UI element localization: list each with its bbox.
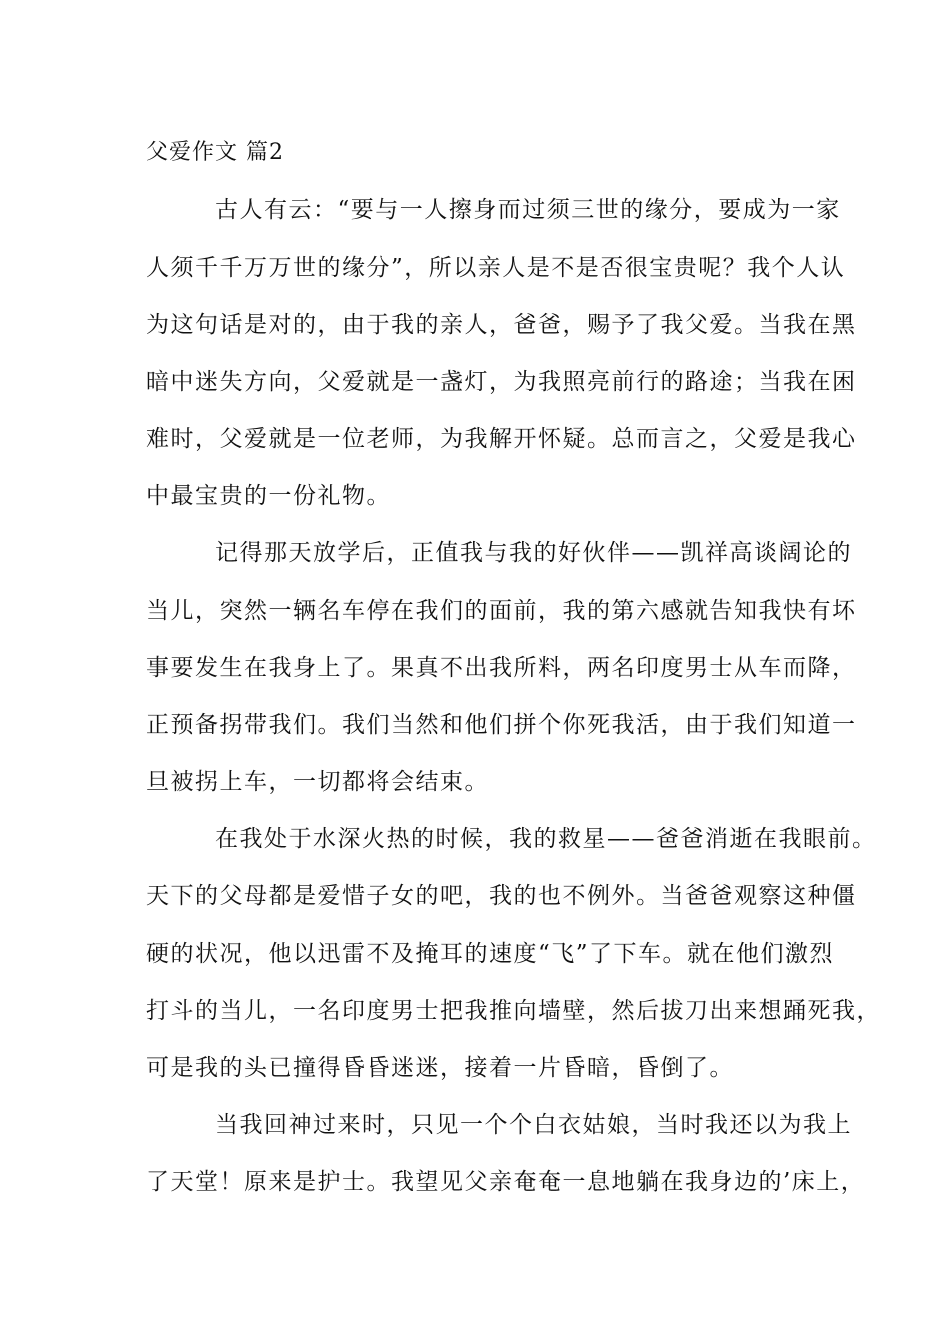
paragraph-line: 正预备拐带我们。我们当然和他们拼个你死我活，由于我们知道一: [146, 712, 857, 738]
paragraph-line: 在我处于水深火热的时候，我的救星——爸爸消逝在我眼前。: [215, 826, 877, 852]
paragraph-line: 中最宝贵的一份礼物。: [146, 483, 391, 509]
paragraph-line: 硬的状况，他以迅雷不及掩耳的速度“飞”了下车。就在他们激烈: [146, 941, 835, 967]
paragraph-line: 旦被拐上车，一切都将会结束。: [146, 769, 489, 795]
paragraph-line: 事要发生在我身上了。果真不出我所料，两名印度男士从车而降，: [146, 655, 857, 681]
paragraph-line: 难时，父爱就是一位老师，为我解开怀疑。总而言之，父爱是我心: [146, 426, 857, 452]
paragraph-line: 记得那天放学后，正值我与我的好伙伴——凯祥高谈阔论的: [215, 540, 852, 566]
paragraph-line: 可是我的头已撞得昏昏迷迷，接着一片昏暗，昏倒了。: [146, 1055, 734, 1081]
paragraph-line: 古人有云：“要与一人擦身而过须三世的缘分，要成为一家: [215, 197, 841, 223]
paragraph-line: 了天堂！原来是护士。我望见父亲奄奄一息地躺在我身边的’床上，: [146, 1169, 866, 1195]
paragraph-line: 打斗的当儿，一名印度男士把我推向墙壁，然后拔刀出来想踊死我，: [146, 998, 881, 1024]
paragraph-line: 当我回神过来时，只见一个个白衣姑娘，当时我还以为我上: [215, 1112, 852, 1138]
paragraph-line: 为这句话是对的，由于我的亲人，爸爸，赐予了我父爱。当我在黑: [146, 312, 857, 338]
paragraph-line: 当儿，突然一辆名车停在我们的面前，我的第六感就告知我快有坏: [146, 598, 857, 624]
paragraph-line: 人须千千万万世的缘分”，所以亲人是不是否很宝贵呢？我个人认: [146, 255, 846, 281]
document-title: 父爱作文 篇2: [146, 140, 284, 165]
paragraph-line: 天下的父母都是爱惜子女的吧，我的也不例外。当爸爸观察这种僵: [146, 883, 857, 909]
paragraph-line: 暗中迷失方向，父爱就是一盏灯，为我照亮前行的路途；当我在困: [146, 369, 857, 395]
